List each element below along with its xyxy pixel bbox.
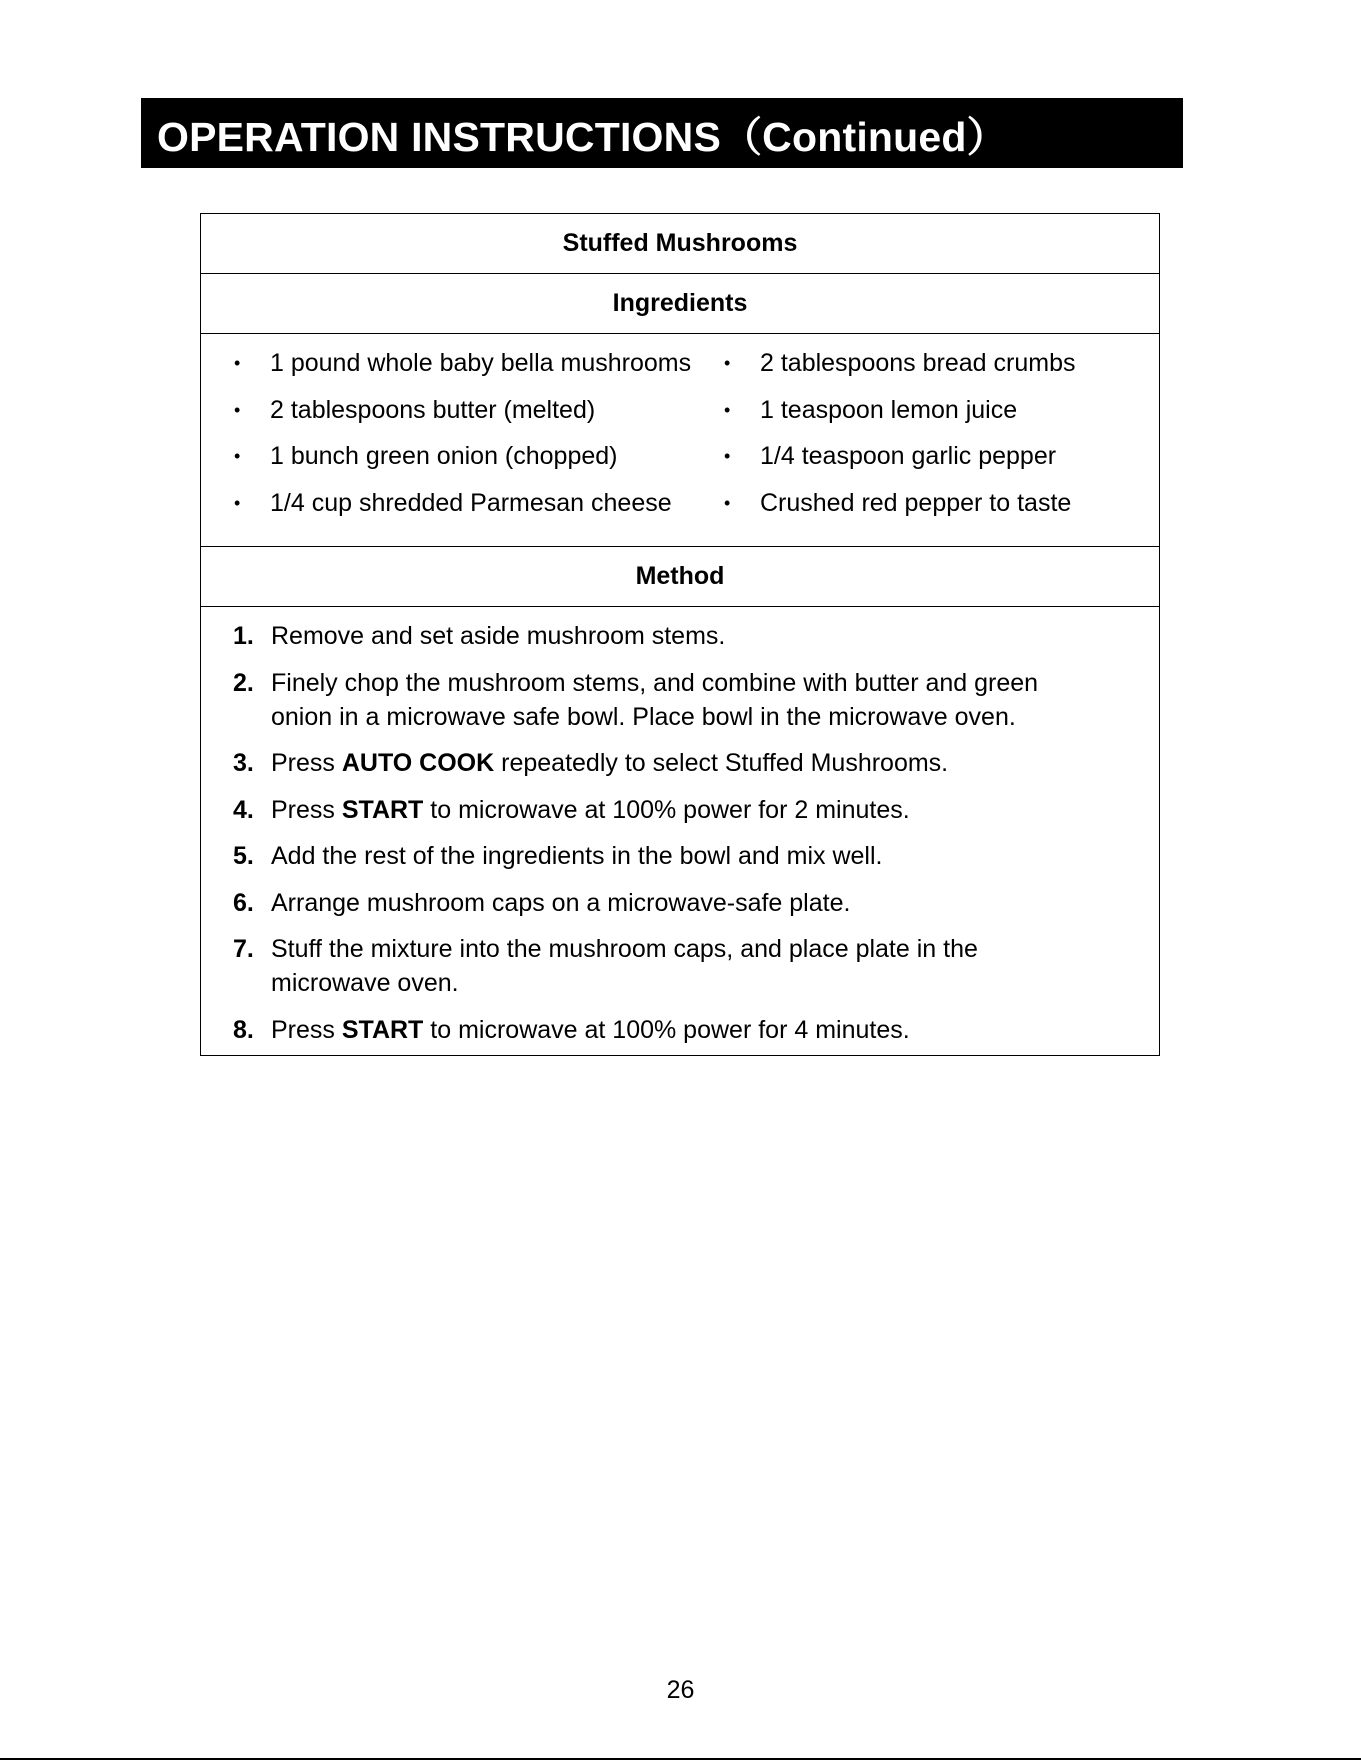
step-number: 7. [233, 935, 254, 963]
ingredient-item [724, 486, 1159, 520]
step-number: 6. [233, 888, 254, 917]
ingredient-text: Crushed red pepper to taste [760, 488, 1072, 517]
bullet-icon: • [234, 353, 241, 373]
bullet-icon: • [234, 399, 241, 420]
ingredient-text: 2 tablespoons bread crumbs [760, 349, 1076, 377]
step-number: 5. [233, 842, 254, 870]
bullet-icon: • [234, 446, 241, 466]
step-text: Press AUTO COOK repeatedly to select Stuffed Mushrooms. [271, 749, 949, 777]
method-step [233, 619, 1159, 653]
method-step [233, 746, 1159, 780]
bullet-icon: • [234, 492, 241, 513]
bullet-icon: • [724, 399, 731, 420]
ingredient-item [724, 439, 1159, 473]
recipe-table [200, 213, 1160, 1056]
bullet-icon: • [724, 446, 731, 466]
step-text: Stuff the mixture into the mushroom caps, and place plate in the microwave oven. [271, 935, 978, 997]
section-title: OPERATION INSTRUCTIONS（Continued） [157, 113, 1008, 160]
ingredient-item [234, 486, 724, 520]
method-heading: Method [201, 547, 1159, 607]
method-step [233, 1013, 1159, 1047]
ingredient-item [234, 346, 724, 380]
step-text: Press START to microwave at 100% power for 2 minutes. [271, 795, 910, 824]
step-number: 3. [233, 749, 254, 777]
ingredient-text: 1 pound whole baby bella mushrooms [270, 349, 692, 377]
ingredient-item [724, 346, 1159, 380]
step-text: Remove and set aside mushroom stems. [271, 622, 726, 650]
bullet-icon: • [724, 353, 731, 373]
step-text: Arrange mushroom caps on a microwave-safe plate. [271, 888, 851, 917]
method-steps [201, 607, 1159, 1055]
bottom-divider [0, 1758, 1361, 1760]
section-header-bar [141, 98, 1183, 168]
ingredients-section [201, 334, 1159, 547]
method-step [233, 886, 1159, 920]
ingredient-text: 1/4 teaspoon garlic pepper [760, 442, 1057, 470]
ingredient-item [724, 393, 1159, 427]
ingredient-text: 2 tablespoons butter (melted) [270, 395, 596, 424]
ingredient-text: 1 teaspoon lemon juice [760, 395, 1018, 424]
ingredients-heading: Ingredients [201, 274, 1159, 334]
step-text: Press START to microwave at 100% power for 4 minutes. [271, 1015, 910, 1044]
button-name-start: START [341, 795, 424, 824]
bullet-icon: • [724, 492, 731, 513]
method-step [233, 839, 1159, 873]
button-name-start: START [341, 1015, 424, 1044]
step-text: Add the rest of the ingredients in the bowl and mix well. [271, 842, 883, 870]
step-number: 8. [233, 1015, 254, 1044]
ingredient-item [234, 393, 724, 427]
ingredient-item [234, 439, 724, 473]
step-number: 2. [233, 668, 254, 697]
step-number: 1. [233, 622, 254, 650]
step-number: 4. [233, 795, 254, 824]
step-text: Finely chop the mushroom stems, and combine with butter and green onion in a microwave safe bowl. Place bowl in the microwave oven. [271, 668, 1039, 731]
button-name-auto-cook: AUTO COOK [341, 749, 495, 777]
recipe-title: Stuffed Mushrooms [201, 214, 1159, 274]
page-number: 26 [666, 1676, 695, 1704]
method-step [233, 793, 1159, 827]
ingredients-list-right [724, 346, 1159, 532]
ingredients-list-left [201, 346, 724, 532]
ingredient-text: 1/4 cup shredded Parmesan cheese [270, 488, 672, 517]
method-step [233, 666, 1159, 734]
ingredient-text: 1 bunch green onion (chopped) [270, 442, 618, 470]
method-step [233, 932, 1159, 1000]
